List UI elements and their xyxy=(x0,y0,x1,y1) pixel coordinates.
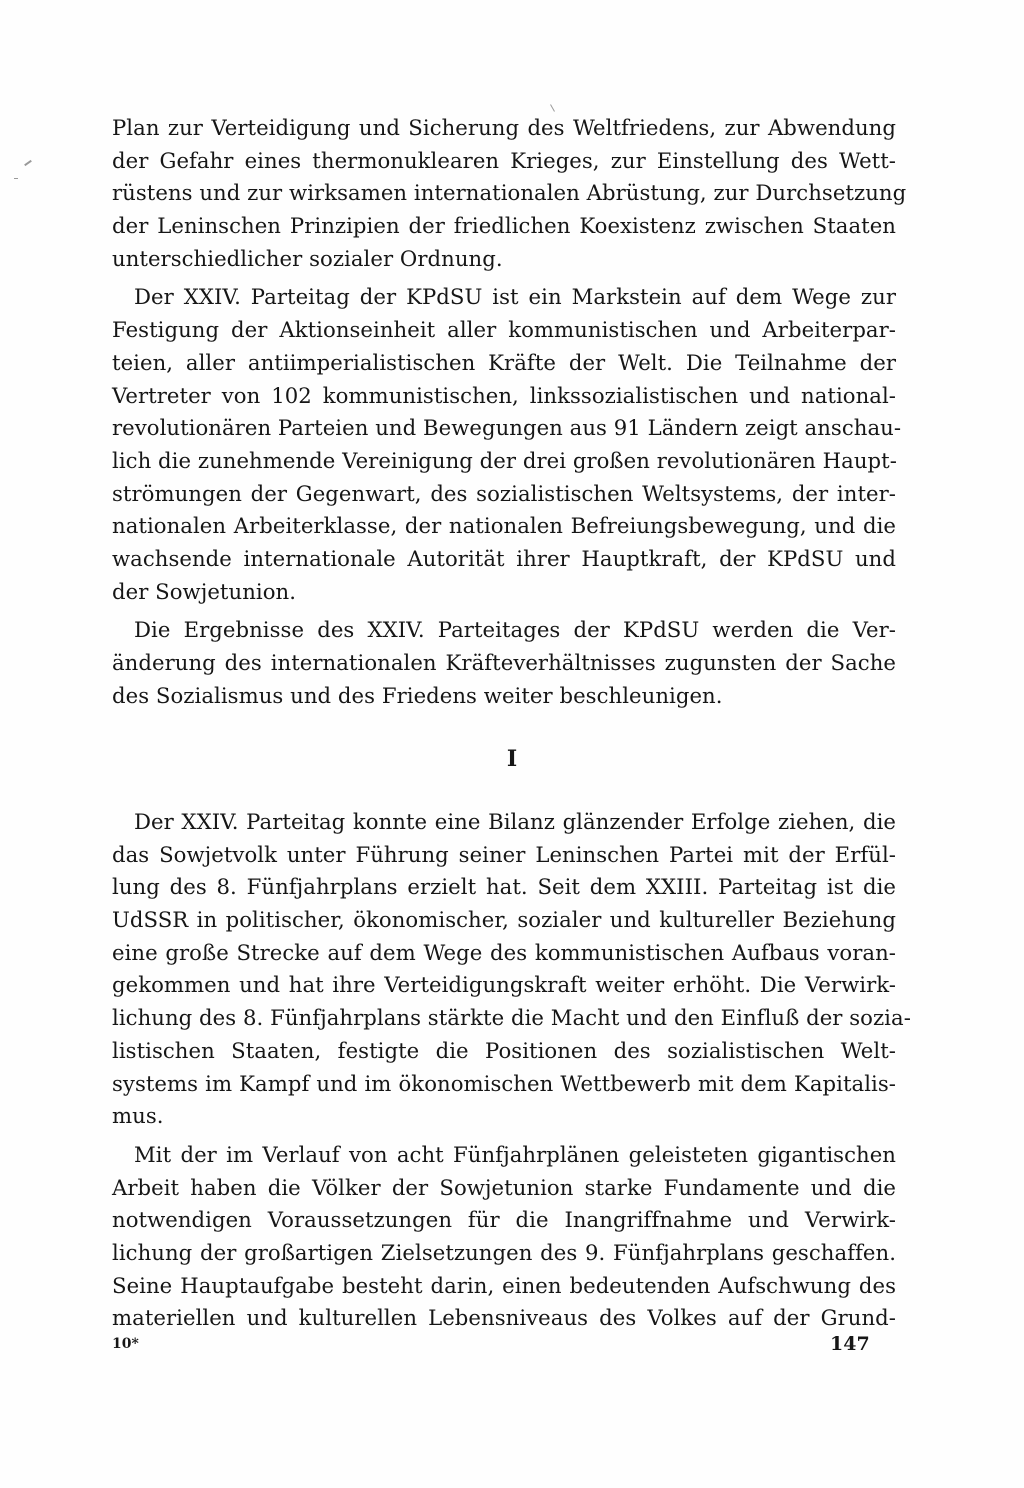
text-line: rüstens und zur wirksamen internationalen Abrüstung, zur Durchsetzung xyxy=(112,180,907,206)
text-line: notwendigen Voraussetzungen für die Inangriffnahme und Verwirk- xyxy=(112,1207,896,1233)
signature-mark: 10* xyxy=(112,1336,139,1352)
text-line: listischen Staaten, festigte die Positionen des sozialistischen Welt- xyxy=(112,1037,896,1063)
text-block-intro xyxy=(112,112,907,712)
text-line: lich die zunehmende Vereinigung der drei großen revolutionären Haupt- xyxy=(112,447,897,473)
text-block-section-one xyxy=(112,806,911,1335)
text-line: UdSSR in politischer, ökonomischer, sozialer und kultureller Beziehung xyxy=(112,907,896,933)
text-line: der Leninschen Prinzipien der friedlichen Koexistenz zwischen Staaten xyxy=(112,213,896,239)
section-heading: I xyxy=(506,746,518,772)
text-line: der Gefahr eines thermonuklearen Krieges, zur Einstellung des Wett- xyxy=(112,147,896,173)
text-line: Die Ergebnisse des XXIV. Parteitages der KPdSU werden die Ver- xyxy=(134,617,896,643)
text-line: lichung der großartigen Zielsetzungen des 9. Fünfjahrplans geschaffen. xyxy=(112,1239,896,1265)
scan-speck xyxy=(14,178,18,179)
text-line: strömungen der Gegenwart, des sozialistischen Weltsystems, der inter- xyxy=(112,480,896,506)
text-line: teien, aller antiimperialistischen Kräfte der Welt. Die Teilnahme der xyxy=(112,349,896,375)
text-line: eine große Strecke auf dem Wege des kommunistischen Aufbaus voran- xyxy=(112,939,896,965)
text-line: Arbeit haben die Völker der Sowjetunion starke Fundamente und die xyxy=(112,1174,896,1200)
text-line: mus. xyxy=(112,1103,164,1129)
text-line: gekommen und hat ihre Verteidigungskraft weiter erhöht. Die Verwirk- xyxy=(112,972,896,998)
text-line: Festigung der Aktionseinheit aller kommunistischen und Arbeiterpar- xyxy=(112,317,896,343)
text-line: das Sowjetvolk unter Führung seiner Leninschen Partei mit der Erfül- xyxy=(112,841,896,867)
page-number: 147 xyxy=(830,1333,870,1355)
text-line: änderung des internationalen Kräfteverhältnisses zugunsten der Sache xyxy=(112,650,896,675)
text-line: des Sozialismus und des Friedens weiter beschleunigen. xyxy=(112,682,723,708)
text-line: systems im Kampf und im ökonomischen Wettbewerb mit dem Kapitalis- xyxy=(112,1070,896,1096)
scan-speck xyxy=(550,104,555,111)
text-line: lichung des 8. Fünfjahrplans stärkte die Macht und den Einfluß der sozia- xyxy=(112,1005,911,1031)
text-line: Plan zur Verteidigung und Sicherung des Weltfriedens, zur Abwendung xyxy=(112,115,896,140)
text-line: lung des 8. Fünfjahrplans erzielt hat. Seit dem XXIII. Parteitag ist die xyxy=(112,874,896,900)
scan-speck xyxy=(24,160,32,166)
text-line: wachsende internationale Autorität ihrer Hauptkraft, der KPdSU und xyxy=(112,545,896,571)
text-line: revolutionären Parteien und Bewegungen aus 91 Ländern zeigt anschau- xyxy=(112,415,902,441)
text-line: materiellen und kulturellen Lebensniveaus des Volkes auf der Grund- xyxy=(112,1305,896,1331)
text-line: Der XXIV. Parteitag der KPdSU ist ein Markstein auf dem Wege zur xyxy=(134,284,896,310)
text-line: Vertreter von 102 kommunistischen, linkssozialistischen und national- xyxy=(112,382,896,408)
text-line: Seine Hauptaufgabe besteht darin, einen bedeutenden Aufschwung des xyxy=(112,1272,896,1298)
text-line: der Sowjetunion. xyxy=(112,578,296,604)
text-line: unterschiedlicher sozialer Ordnung. xyxy=(112,245,503,271)
text-line: nationalen Arbeiterklasse, der nationalen Befreiungsbewegung, und die xyxy=(112,513,896,539)
text-line: Mit der im Verlauf von acht Fünfjahrplänen geleisteten gigantischen xyxy=(134,1141,896,1167)
text-line: Der XXIV. Parteitag konnte eine Bilanz glänzender Erfolge ziehen, die xyxy=(134,809,896,834)
